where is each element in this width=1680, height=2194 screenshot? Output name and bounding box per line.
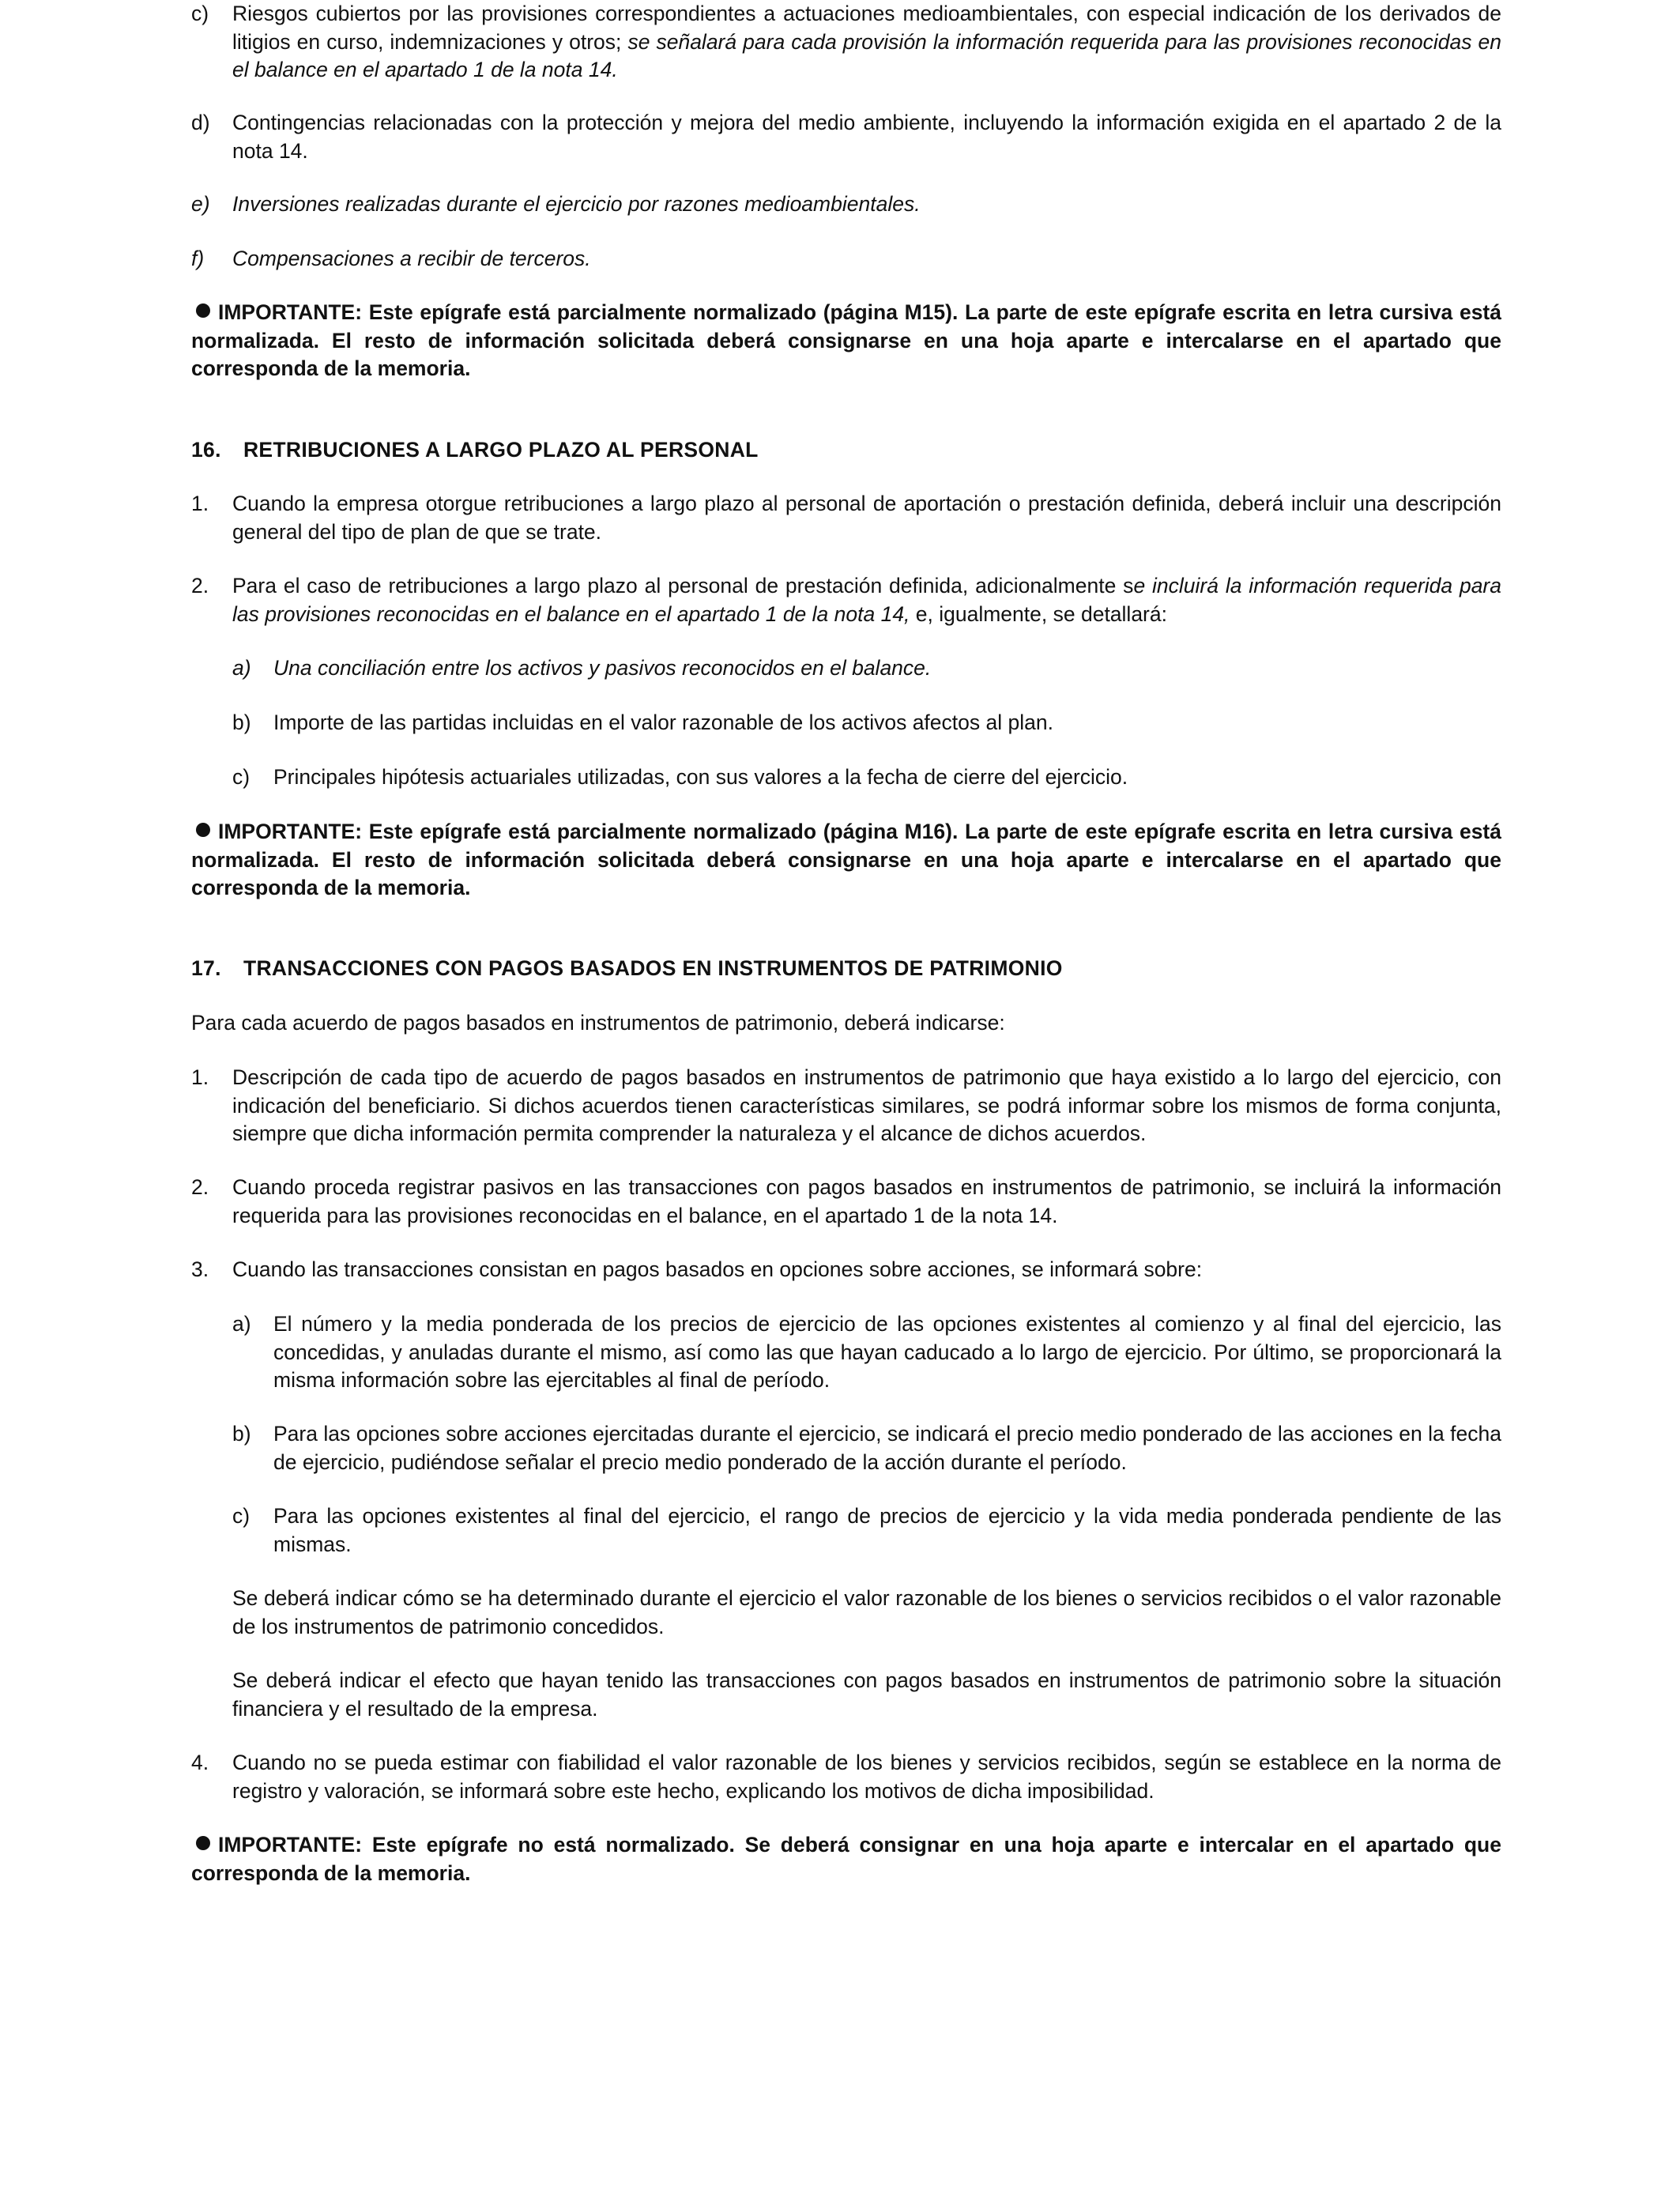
item-label: a) bbox=[232, 1312, 251, 1336]
item-text: Importe de las partidas incluidas en el valor razonable de los activos afectos al plan. bbox=[273, 711, 1053, 734]
section-number: 17. bbox=[191, 956, 221, 980]
item-text: El número y la media ponderada de los precios de ejercicio de las opciones existentes al comienzo y al final del ejercicio, las concedidas, y anuladas durante el mismo, así como las que hayan caducado a lo largo de ejercicio. Por último, se proporcionará la misma información sobre las ejercitables al final de período. bbox=[273, 1312, 1501, 1392]
item-text: Riesgos cubiertos por las provisiones correspondientes a actuaciones medioambientales, con especial indicación de los derivados de litigios en curso, indemnizaciones y otros; bbox=[232, 2, 1501, 54]
item-text: Cuando la empresa otorgue retribuciones a largo plazo al personal de aportación o prestación definida, deberá incluir una descripción general del tipo de plan de que se trate. bbox=[232, 492, 1501, 544]
item-text-end: e, igualmente, se detallará: bbox=[910, 601, 1167, 626]
s16-item-1 bbox=[191, 490, 1501, 546]
item-label: a) bbox=[232, 656, 251, 680]
item-text: Cuando las transacciones consistan en pagos basados en opciones sobre acciones, se informará sobre: bbox=[232, 1257, 1203, 1281]
s17-note-1: Se deberá indicar cómo se ha determinado durante el ejercicio el valor razonable de los bienes o servicios recibidos o el valor razonable de los instrumentos de patrimonio concedidos. bbox=[232, 1586, 1501, 1638]
section-number: 16. bbox=[191, 438, 221, 462]
item-text: Para las opciones sobre acciones ejercitadas durante el ejercicio, se indicará el precio medio ponderado de las acciones en la fecha de ejercicio, pudiéndose señalar el precio medio ponderado de la acción durante el período. bbox=[273, 1422, 1501, 1474]
s16-subitem-b bbox=[232, 709, 1501, 737]
s16-item-2 bbox=[191, 572, 1501, 628]
s17-item-2 bbox=[191, 1174, 1501, 1230]
item-text: Para las opciones existentes al final del ejercicio, el rango de precios de ejercicio y la vida media ponderada pendiente de las mismas. bbox=[273, 1504, 1501, 1556]
s17-item-1 bbox=[191, 1064, 1501, 1148]
section-title: TRANSACCIONES CON PAGOS BASADOS EN INSTRUMENTOS DE PATRIMONIO bbox=[243, 956, 1063, 980]
item-label: d) bbox=[191, 111, 210, 134]
item-text: Contingencias relacionadas con la protección y mejora del medio ambiente, incluyendo la información exigida en el apartado 2 de la nota 14. bbox=[232, 111, 1501, 163]
item-text: Compensaciones a recibir de terceros. bbox=[232, 247, 591, 270]
section-16-heading bbox=[191, 436, 1501, 465]
item-text-italic: e incluirá la información requerida para las provisiones reconocidas en el balance en el apartado 1 de la nota 14, bbox=[232, 574, 1501, 626]
s15-item-c bbox=[191, 0, 1501, 85]
s15-item-d bbox=[191, 109, 1501, 165]
item-label: 1. bbox=[191, 492, 209, 515]
item-label: c) bbox=[232, 765, 250, 789]
item-label: c) bbox=[232, 1504, 250, 1528]
bullet-icon bbox=[196, 303, 210, 318]
item-label: 2. bbox=[191, 1175, 209, 1199]
s17-subitem-a bbox=[232, 1310, 1501, 1395]
s15-item-f bbox=[191, 245, 1501, 273]
item-text-italic: se señalará para cada provisión la información requerida para las provisiones reconocidas en el balance en el apartado 1 de la nota 14. bbox=[232, 29, 1501, 81]
item-label: 4. bbox=[191, 1751, 209, 1774]
section-17-heading bbox=[191, 955, 1501, 983]
s15-item-e bbox=[191, 190, 1501, 219]
item-text: Una conciliación entre los activos y pasivos reconocidos en el balance. bbox=[273, 656, 932, 680]
section-title: RETRIBUCIONES A LARGO PLAZO AL PERSONAL bbox=[243, 438, 759, 462]
item-label: e) bbox=[191, 192, 210, 216]
s17-item-3 bbox=[191, 1256, 1501, 1284]
s17-subitem-c bbox=[232, 1502, 1501, 1559]
s17-subitem-b bbox=[232, 1420, 1501, 1476]
item-text: Descripción de cada tipo de acuerdo de pagos basados en instrumentos de patrimonio que haya existido a lo largo del ejercicio, con indicación del beneficiario. Si dichos acuerdos tienen características similares, se podrá informar sobre los mismos de forma conjunta, siempre que dicha información permita comprender la naturaleza y el alcance de dichos acuerdos. bbox=[232, 1065, 1501, 1145]
item-label: 3. bbox=[191, 1257, 209, 1281]
s16-subitem-a bbox=[232, 654, 1501, 683]
important-text: IMPORTANTE: Este epígrafe está parcialmente normalizado (página M16). La parte de este epígrafe escrita en letra cursiva está normalizada. El resto de información solicitada deberá consignarse en una hoja aparte e intercalarse en el apartado que corresponda de la memoria. bbox=[191, 820, 1501, 899]
s16-important-note bbox=[191, 818, 1501, 903]
important-text: IMPORTANTE: Este epígrafe no está normalizado. Se deberá consignar en una hoja aparte e intercalar en el apartado que corresponda de la memoria. bbox=[191, 1833, 1501, 1885]
item-text: Para el caso de retribuciones a largo plazo al personal de prestación definida, adicionalmente s bbox=[232, 574, 1134, 598]
item-label: 1. bbox=[191, 1065, 209, 1089]
s17-item-4 bbox=[191, 1749, 1501, 1805]
item-label: b) bbox=[232, 711, 251, 734]
s17-note-2: Se deberá indicar el efecto que hayan tenido las transacciones con pagos basados en instrumentos de patrimonio sobre la situación financiera y el resultado de la empresa. bbox=[232, 1668, 1501, 1721]
item-label: f) bbox=[191, 247, 205, 270]
bullet-icon bbox=[196, 823, 210, 837]
important-text: IMPORTANTE: Este epígrafe está parcialmente normalizado (página M15). La parte de este epígrafe escrita en letra cursiva está normalizada. El resto de información solicitada deberá consignarse en una hoja aparte e intercalarse en el apartado que corresponda de la memoria. bbox=[191, 300, 1501, 380]
item-label: 2. bbox=[191, 574, 209, 598]
s17-intro: Para cada acuerdo de pagos basados en instrumentos de patrimonio, deberá indicarse: bbox=[191, 1011, 1005, 1035]
item-label: c) bbox=[191, 2, 209, 25]
item-text: Cuando no se pueda estimar con fiabilidad el valor razonable de los bienes y servicios recibidos, según se establece en la norma de registro y valoración, se informará sobre este hecho, explicando los motivos de dicha imposibilidad. bbox=[232, 1751, 1501, 1803]
bullet-icon bbox=[196, 1836, 210, 1850]
s16-subitem-c bbox=[232, 763, 1501, 792]
s15-important-note bbox=[191, 299, 1501, 383]
item-text: Inversiones realizadas durante el ejercicio por razones medioambientales. bbox=[232, 192, 921, 216]
item-text: Principales hipótesis actuariales utilizadas, con sus valores a la fecha de cierre del ejercicio. bbox=[273, 765, 1128, 789]
s17-important-note bbox=[191, 1831, 1501, 1887]
item-label: b) bbox=[232, 1422, 251, 1446]
item-text: Cuando proceda registrar pasivos en las transacciones con pagos basados en instrumentos de patrimonio, se incluirá la información requerida para las provisiones reconocidas en el balance, en el apartado 1 de la nota 14. bbox=[232, 1175, 1501, 1227]
